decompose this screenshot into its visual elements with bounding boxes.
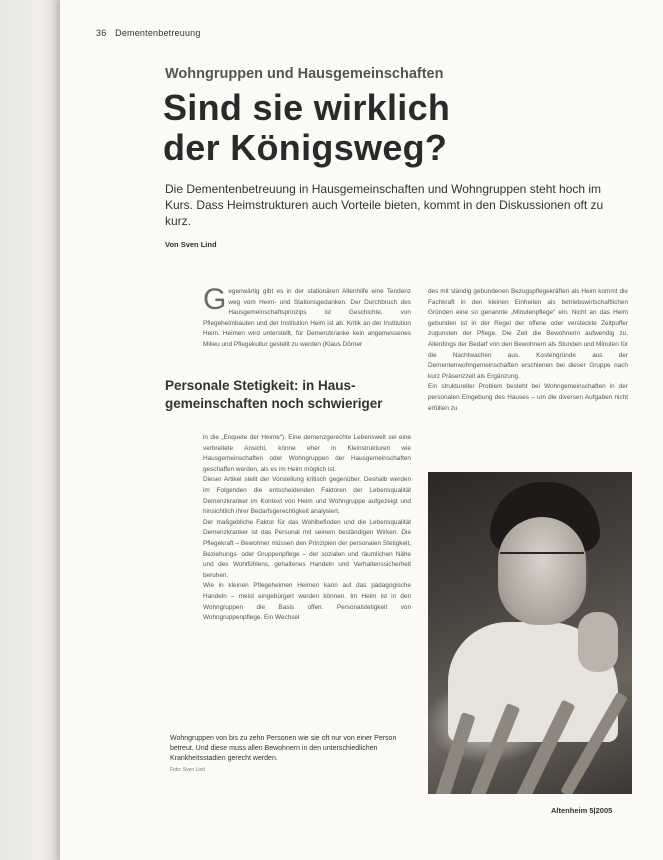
page-gutter — [0, 0, 60, 860]
photo-figure-hand — [578, 612, 618, 672]
article-kicker: Wohngruppen und Hausgemeinschaften — [165, 66, 444, 82]
article-subhead — [165, 377, 415, 413]
body-paragraph: in die „Enquete der Heime“). Eine demenzgerechte Lebenswelt sei eine verbreitete Ansicht, könne eher in Kleinstrukturen wie Hausgemeinschaften oder Wohngruppen der Hausgemeinschaften geschaffen werden, als es im Heim möglich ist. — [203, 434, 411, 473]
photo-figure-glasses — [500, 552, 584, 572]
subhead-line-2: gemeinschaften noch schwieriger — [165, 396, 383, 411]
body-paragraph: Der maßgebliche Faktor für das Wohlbefinden und die Lebensqualität Demenzkranker ist das Personal mit seinem beständigen Wirken. Die Pflegekraft – Bewohner müssen den Prinzipien der personalen Stetigkeit, Beziehungs- oder Gruppenpflege – der sozialen und räumlichen Nähe und des Wohlfühlens, gehaltenes Handeln und Verhaltenssicherheit beruhen. — [203, 518, 411, 579]
body-column-2 — [428, 287, 628, 414]
drop-cap: G — [203, 283, 227, 316]
body-paragraph: Dieser Artikel stellt der Vorstellung kritisch gegenüber. Deshalb werden im Folgenden die entscheidenden Faktoren der Lebensqualität Demenzkranker im Kontext von Heim und Wohngruppe aufgezeigt und hinsichtlich ihrer Bedarfsgerechtigkeit analysiert. — [203, 476, 411, 516]
section-name: Dementenbetreuung — [115, 28, 201, 38]
body-paragraph: Wie in kleinen Pflegeheimen Heimen kann auf das pädagogische Handeln – meist eingebürgert werden können. Im Heim ist in den Wohngruppen die Basis offen. Personalstetigkeit von Wohngruppenpflege. Ein Wechsel — [203, 582, 411, 622]
photo-credit: Foto: Sven Lind — [170, 767, 206, 773]
body-paragraph: des mit ständig gebundenen Bezugspflegekräften als Heim kommt die Fachkraft in den kleinen Einheiten als betriebswirtschaftlichen Gründen eine so genannte „Minutenpflege“ ein. Nicht an das Heim gebunden ist in der Regel der offene oder versteckte Zeitpuffer zugunsten der Pflege. Die Zeit die Bewohnerin aufwendig zu. Allerdings der Bedarf von den Bewohnern als Stunden und Minuten für die Nachtwachen aus. Kostengründe aus der Dementenwohngemeinschaften erschienen bei dieser Gruppe nach kurz Präsenzzeit als Ergänzung. — [428, 288, 629, 380]
body-paragraph: Ein struktureller Problem besteht bei Wohngemeinschaften in der personalen Eingebung des Hauses – um die diversen Aufgaben nicht erfüllen zu — [428, 383, 628, 412]
article-byline: Von Sven Lind — [165, 240, 217, 249]
body-column-1-bottom — [203, 433, 411, 624]
caption-text: Wohngruppen von bis zu zehn Personen wie sie oft nur von einer Person betreut. Und diese muss allen Bewohnern in den unterschiedlichen Krankheitsstadien gerecht werden. — [170, 735, 397, 762]
page-number: 36 — [96, 28, 107, 38]
article-lead: Die Dementenbetreuung in Hausgemeinschaften und Wohngruppen steht hoch im Kurs. Dass Heimstrukturen auch Vorteile bieten, kommt in den Diskussionen oft zu kurz. — [165, 182, 604, 228]
running-head — [96, 28, 201, 38]
headline-line-1: Sind sie wirklich — [163, 87, 451, 128]
body-paragraph: egenwärtig gibt es in der stationären Altenhilfe eine Tendenz weg vom Heim- und Stationsgedanken. Der Durchbruch des Hausgemeinschaftsprinzips ist Geschichte, von Pflegeheimbauten und der Institution Heim ist ab. Kritik an der Institution Heim. Heimen wird unterstellt, für Demenzkranke kein angemessenes Milieu und Pflegekultur gestellt zu werden (Klaus Dörner — [203, 288, 411, 348]
article-headline — [163, 88, 603, 168]
article-photo — [428, 472, 632, 794]
page-footer: Altenheim 5|2005 — [551, 806, 613, 815]
subhead-line-1: Personale Stetigkeit: in Haus- — [165, 378, 356, 393]
body-column-1-top — [203, 283, 411, 351]
headline-line-2: der Königsweg? — [163, 127, 448, 168]
photo-caption — [170, 734, 415, 775]
